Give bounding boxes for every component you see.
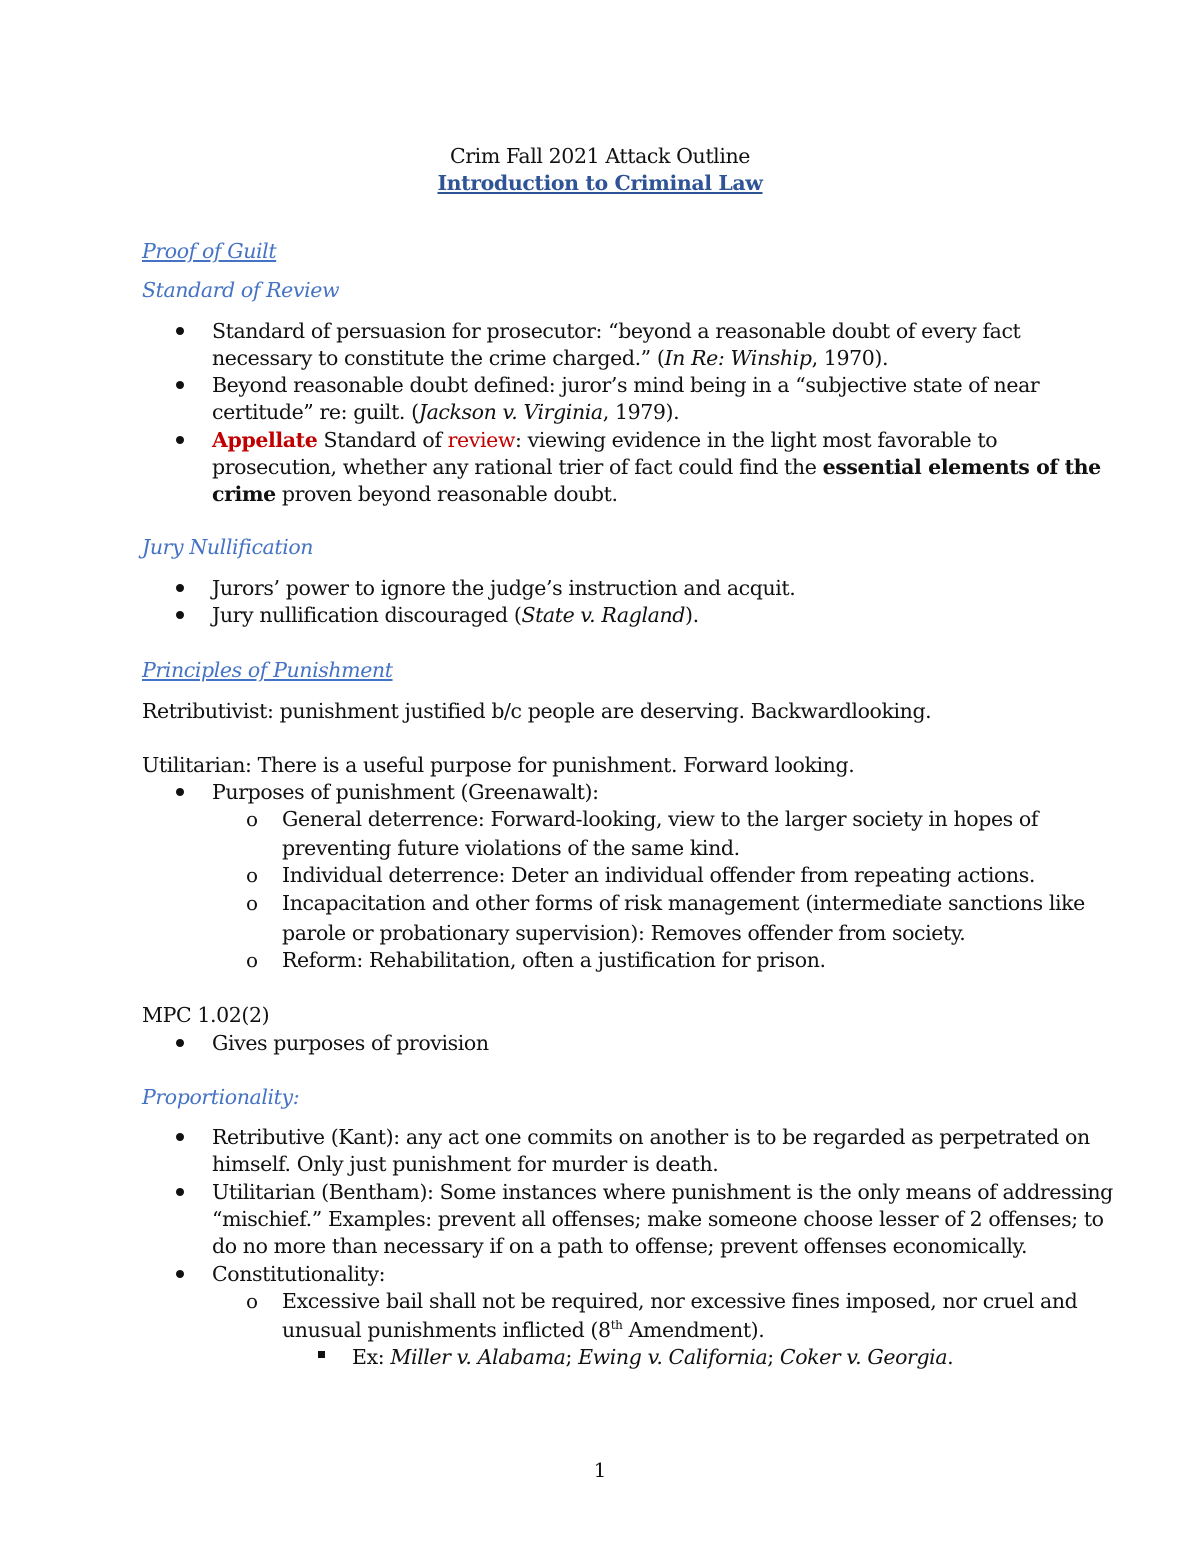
case-citation: Jackson v. Virginia bbox=[418, 400, 603, 424]
bullet-icon bbox=[176, 788, 184, 796]
bullet-icon bbox=[176, 436, 184, 444]
sub-list-item: Excessive bail shall not be required, nor excessive fines imposed, nor cruel and bbox=[282, 1289, 1078, 1313]
list-item: Constitutionality: bbox=[212, 1262, 386, 1286]
list-item-continuation: crime proven beyond reasonable doubt. bbox=[212, 482, 618, 506]
list-item: Appellate Standard of review: viewing evidence in the light most favorable to bbox=[212, 428, 998, 452]
subheading-proportionality: Proportionality: bbox=[142, 1085, 300, 1109]
document-subtitle bbox=[0, 169, 1200, 197]
list-item: Standard of persuasion for prosecutor: “beyond a reasonable doubt of every fact bbox=[212, 319, 1021, 343]
list-item: Jury nullification discouraged (State v. Ragland). bbox=[212, 603, 699, 627]
list-item: Jurors’ power to ignore the judge’s instruction and acquit. bbox=[212, 576, 796, 600]
document-title: Crim Fall 2021 Attack Outline bbox=[449, 144, 751, 168]
bullet-icon bbox=[176, 584, 184, 592]
bullet-icon bbox=[176, 381, 184, 389]
bullet-icon bbox=[176, 1133, 184, 1141]
sub-list-item: Reform: Rehabilitation, often a justification for prison. bbox=[282, 948, 826, 972]
highlight-appellate: Appellate bbox=[212, 428, 318, 452]
paragraph-utilitarian: Utilitarian: There is a useful purpose for punishment. Forward looking. bbox=[142, 753, 855, 777]
sub-list-item-continuation: preventing future violations of the same kind. bbox=[282, 836, 740, 860]
section-heading-principles-of-punishment: Principles of Punishment bbox=[142, 658, 393, 682]
list-item: Purposes of punishment (Greenawalt): bbox=[212, 780, 599, 804]
list-item-continuation: prosecution, whether any rational trier of fact could find the essential elements of the bbox=[212, 455, 1101, 479]
list-item-continuation: himself. Only just punishment for murder is death. bbox=[212, 1152, 719, 1176]
list-item-continuation: necessary to constitute the crime charged.” (In Re: Winship, 1970). bbox=[212, 346, 889, 370]
sub-list-item-continuation: unusual punishments inflicted (8th Amendment). bbox=[282, 1318, 765, 1342]
case-citation: In Re: Winship bbox=[664, 346, 812, 370]
bullet-icon bbox=[176, 611, 184, 619]
list-item-continuation: “mischief.” Examples: prevent all offenses; make someone choose lesser of 2 offenses; to bbox=[212, 1207, 1104, 1231]
list-item: Gives purposes of provision bbox=[212, 1031, 489, 1055]
paragraph-retributivist: Retributivist: punishment justified b/c people are deserving. Backwardlooking. bbox=[142, 699, 932, 723]
bullet-icon bbox=[176, 1188, 184, 1196]
sub-bullet-icon: o bbox=[246, 1289, 259, 1313]
case-citation: Miller v. Alabama bbox=[390, 1345, 566, 1369]
paragraph-mpc: MPC 1.02(2) bbox=[142, 1003, 270, 1027]
sub-list-item: General deterrence: Forward-looking, view to the larger society in hopes of bbox=[282, 807, 1039, 831]
sub-bullet-icon: o bbox=[246, 863, 259, 887]
bullet-icon bbox=[176, 327, 184, 335]
bullet-icon bbox=[176, 1039, 184, 1047]
section-heading-proof-of-guilt: Proof of Guilt bbox=[142, 239, 277, 263]
list-item-continuation: do no more than necessary if on a path to offense; prevent offenses economically. bbox=[212, 1234, 1028, 1258]
sub-list-item: Individual deterrence: Deter an individual offender from repeating actions. bbox=[282, 863, 1035, 887]
subtitle-link[interactable]: Introduction to Criminal Law bbox=[437, 171, 763, 195]
sub-bullet-icon: o bbox=[246, 807, 259, 831]
sub-sub-list-item: Ex: Miller v. Alabama; Ewing v. California; Coker v. Georgia. bbox=[352, 1345, 954, 1369]
case-citation: Ewing v. California bbox=[578, 1345, 768, 1369]
list-item: Utilitarian (Bentham): Some instances where punishment is the only means of addressing bbox=[212, 1180, 1113, 1204]
list-item-continuation: certitude” re: guilt. (Jackson v. Virginia, 1979). bbox=[212, 400, 680, 424]
sub-bullet-icon: o bbox=[246, 948, 259, 972]
sub-list-item-continuation: parole or probationary supervision): Removes offender from society. bbox=[282, 921, 966, 945]
sub-list-item: Incapacitation and other forms of risk management (intermediate sanctions like bbox=[282, 891, 1085, 915]
case-citation: Coker v. Georgia bbox=[779, 1345, 948, 1369]
subheading-standard-of-review: Standard of Review bbox=[142, 278, 340, 302]
case-citation: State v. Ragland bbox=[521, 603, 685, 627]
highlight-review: review bbox=[447, 428, 516, 452]
sub-bullet-icon: o bbox=[246, 891, 259, 915]
square-bullet-icon bbox=[318, 1351, 325, 1358]
bullet-icon bbox=[176, 1270, 184, 1278]
page-number: 1 bbox=[593, 1458, 607, 1482]
subheading-jury-nullification: Jury Nullification bbox=[142, 535, 314, 559]
list-item: Retributive (Kant): any act one commits on another is to be regarded as perpetrated on bbox=[212, 1125, 1090, 1149]
list-item: Beyond reasonable doubt defined: juror’s mind being in a “subjective state of near bbox=[212, 373, 1040, 397]
